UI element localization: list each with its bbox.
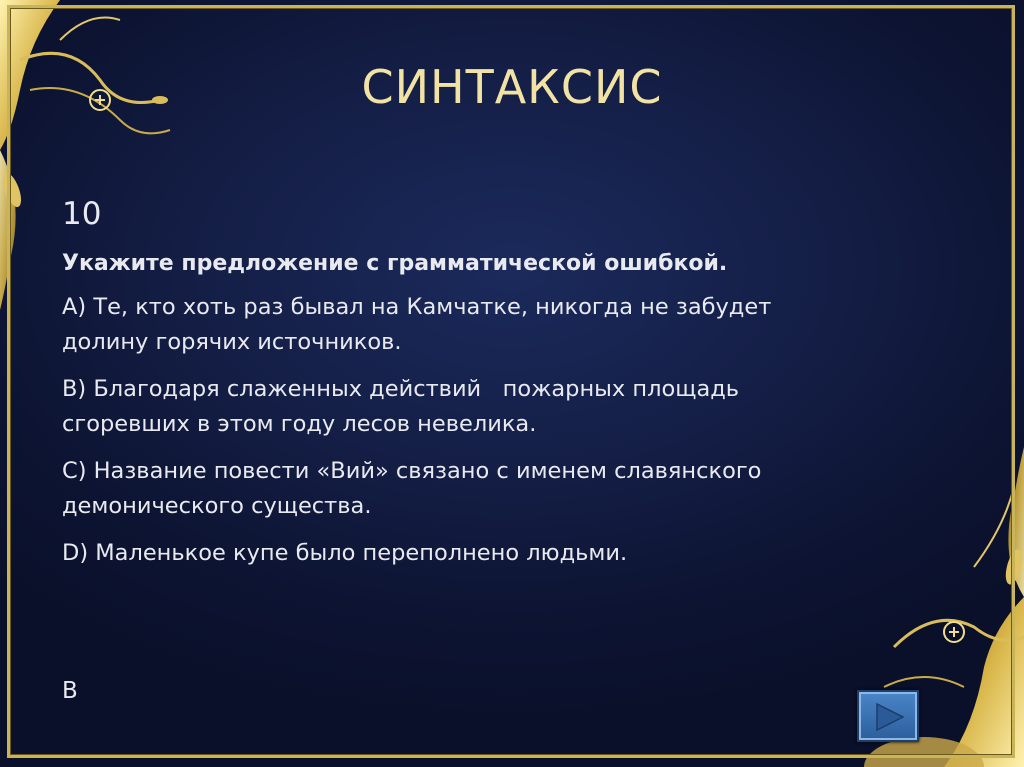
option-a: А) Те, кто хоть раз бывал на Камчатке, никогда не забудет долину горячих источников. [62,294,772,355]
slide-title: СИНТАКСИС [361,60,663,114]
play-arrow-icon [875,702,905,732]
next-slide-button[interactable] [857,690,919,742]
option-c: С) Название повести «Вий» связано с именем славянского демонического существа. [62,458,762,519]
question-text: Укажите предложение с грамматической ошибкой. [62,251,728,276]
slide-content [62,192,962,571]
option-b: В) Благодаря слаженных действий пожарных площадь сгоревших в этом году лесов невелика. [62,376,740,437]
answer-text: В [62,678,78,704]
option-d: D) Маленькое купе было переполнено людьми. [62,540,628,566]
task-number: 10 [62,196,102,232]
